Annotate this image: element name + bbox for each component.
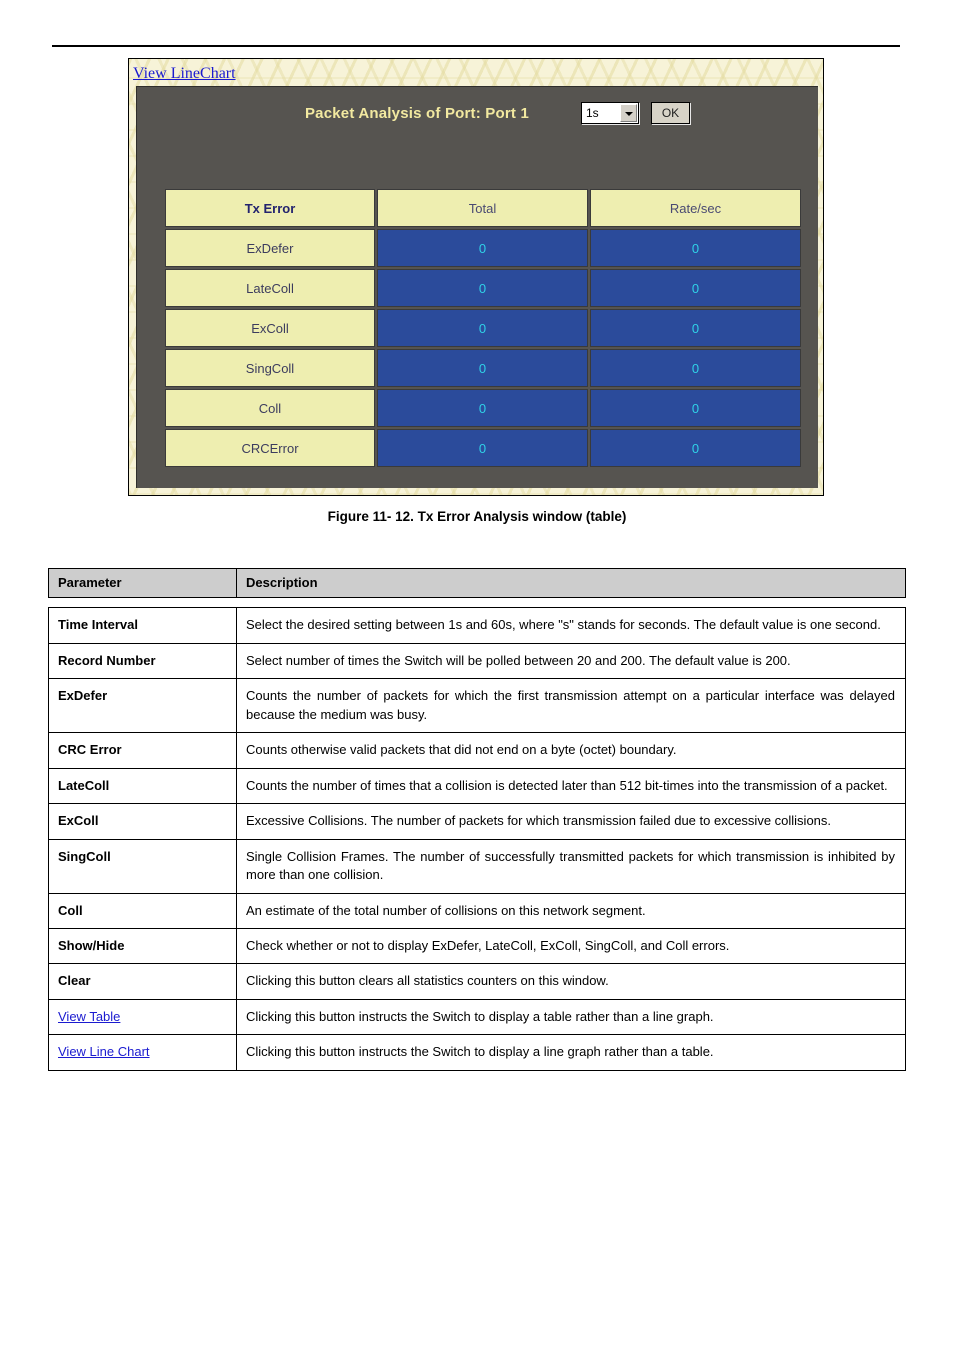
table-row-label: ExDefer	[165, 229, 375, 267]
analysis-panel	[136, 86, 818, 488]
param-name: Coll	[58, 902, 83, 918]
page-title: Packet Analysis of Port: Port 1	[304, 105, 530, 122]
table-row	[49, 608, 906, 643]
param-name: ExDefer	[58, 688, 108, 704]
param-description-cell: Select the desired setting between 1s and 60s, where "s" stands for seconds. The default value is one second.	[237, 608, 906, 643]
param-table-header-spacer	[49, 598, 906, 608]
time-interval-select[interactable]	[581, 102, 639, 124]
table-row-label: CRCError	[165, 429, 375, 467]
param-name-cell	[49, 643, 237, 678]
table-header-cell: Tx Error	[165, 189, 375, 227]
table-row	[165, 349, 801, 387]
ok-button[interactable]: OK	[651, 102, 690, 124]
table-cell-rate: 0	[590, 349, 801, 387]
table-cell-total: 0	[377, 229, 588, 267]
table-row	[165, 269, 801, 307]
param-name-cell	[49, 839, 237, 893]
table-header-cell: Total	[377, 189, 588, 227]
param-name: LateColl	[58, 777, 110, 793]
param-name: Time Interval	[58, 617, 138, 633]
parameter-description-table	[48, 568, 906, 1071]
table-row	[49, 928, 906, 963]
param-name: Clear	[58, 973, 91, 989]
param-link[interactable]: View Table	[58, 1008, 121, 1024]
table-cell-total: 0	[377, 269, 588, 307]
param-name-cell	[49, 768, 237, 803]
param-name: Record Number	[58, 652, 156, 668]
view-linechart-bar	[133, 64, 236, 84]
tx-error-table	[163, 187, 803, 469]
table-cell-rate: 0	[590, 229, 801, 267]
page-top-rule	[52, 45, 900, 47]
table-cell-rate: 0	[590, 389, 801, 427]
table-row	[49, 643, 906, 678]
param-description-cell: Counts the number of packets for which the first transmission attempt on a particular interface was delayed because the medium was busy.	[237, 679, 906, 733]
param-name: ExColl	[58, 813, 99, 829]
param-description-cell: Single Collision Frames. The number of successfully transmitted packets for which transmission is inhibited by more than one collision.	[237, 839, 906, 893]
table-row	[49, 768, 906, 803]
table-cell-rate: 0	[590, 309, 801, 347]
param-description-cell: Excessive Collisions. The number of packets for which transmission failed due to excessive collisions.	[237, 804, 906, 839]
param-name: SingColl	[58, 848, 111, 864]
param-description-cell: Counts the number of times that a collision is detected later than 512 bit-times into the transmission of a packet.	[237, 768, 906, 803]
param-name-cell	[49, 999, 237, 1034]
param-name-cell	[49, 1035, 237, 1070]
view-linechart-link[interactable]: View LineChart	[133, 65, 236, 82]
param-table-header-description: Description	[237, 569, 906, 598]
table-row	[49, 679, 906, 733]
param-name: CRC Error	[58, 742, 122, 758]
table-cell-total: 0	[377, 429, 588, 467]
table-row	[49, 733, 906, 768]
table-row	[165, 309, 801, 347]
param-description-cell: Check whether or not to display ExDefer, LateColl, ExColl, SingColl, and Coll errors.	[237, 928, 906, 963]
param-description-cell: An estimate of the total number of collisions on this network segment.	[237, 893, 906, 928]
param-description-cell: Select number of times the Switch will be polled between 20 and 200. The default value is 200.	[237, 643, 906, 678]
param-description-cell: Clicking this button instructs the Switch to display a table rather than a line graph.	[237, 999, 906, 1034]
table-row	[165, 389, 801, 427]
table-row	[49, 804, 906, 839]
table-cell-total: 0	[377, 389, 588, 427]
param-name-cell	[49, 928, 237, 963]
param-name-cell	[49, 893, 237, 928]
table-cell-rate: 0	[590, 269, 801, 307]
table-row	[49, 839, 906, 893]
chevron-down-icon[interactable]	[620, 104, 637, 122]
time-interval-value: 1s	[586, 106, 599, 120]
table-row-label: LateColl	[165, 269, 375, 307]
param-link[interactable]: View Line Chart	[58, 1044, 150, 1060]
table-header-row	[165, 189, 801, 227]
param-description-cell: Clicking this button instructs the Switch to display a line graph rather than a table.	[237, 1035, 906, 1070]
param-name-cell	[49, 964, 237, 999]
param-name-cell	[49, 733, 237, 768]
param-name-cell	[49, 804, 237, 839]
packet-analysis-window	[128, 58, 824, 496]
table-row	[165, 229, 801, 267]
param-name-cell	[49, 608, 237, 643]
table-row-label: SingColl	[165, 349, 375, 387]
table-row	[49, 964, 906, 999]
table-cell-total: 0	[377, 349, 588, 387]
param-table-header-parameter: Parameter	[49, 569, 237, 598]
param-description-cell: Counts otherwise valid packets that did not end on a byte (octet) boundary.	[237, 733, 906, 768]
table-row	[49, 1035, 906, 1070]
table-cell-total: 0	[377, 309, 588, 347]
param-name-cell	[49, 679, 237, 733]
param-name: Show/Hide	[58, 937, 125, 953]
table-row	[49, 999, 906, 1034]
table-row	[49, 893, 906, 928]
param-description-cell: Clicking this button clears all statistics counters on this window.	[237, 964, 906, 999]
table-row	[165, 429, 801, 467]
figure-caption: Figure 11- 12. Tx Error Analysis window (table)	[327, 509, 627, 524]
table-cell-rate: 0	[590, 429, 801, 467]
table-row-label: ExColl	[165, 309, 375, 347]
param-table-header-row	[49, 569, 906, 598]
table-row-label: Coll	[165, 389, 375, 427]
table-header-cell: Rate/sec	[590, 189, 801, 227]
